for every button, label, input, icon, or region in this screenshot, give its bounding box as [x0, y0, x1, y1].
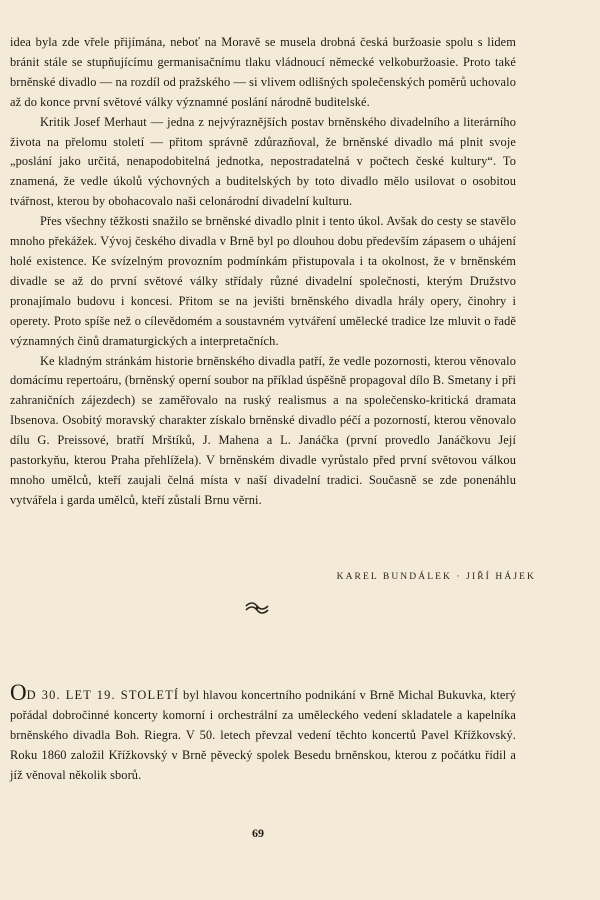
paragraph-4: Ke kladným stránkám historie brněnského divadla patří, že vedle pozornosti, kterou věnovalo domácímu repertoáru, (brněnský operní soubor na příklad úspěšně propagoval dílo B. Smetany i při zahraničních zájezdech) se zaměřovalo na ruský realismus a na společensko-kritická dramata Ibsenova. Osobitý moravský charakter získalo brněnské divadlo péčí a pozorností, kterou věnovalo dílu G. Preissové, bratří Mrštíků, J. Mahena a L. Janáčka (první provedlo Janáčkovu Její pastorkyňu, kterou Praha přehlížela). V brněnském divadle vyrůstalo před první světovou válkou mnoho umělců, kteří zaujali čelná místa v naší divadelní tradici. Současně se zde ponenáhlu vytvářela i garda umělců, kteří zůstali Brnu věrni. [10, 353, 516, 507]
concert-history-text [10, 680, 516, 786]
paragraph-2: Kritik Josef Merhaut — jedna z nejvýraznějších postav brněnského divadelního a literárního života na přelomu století — přitom správně zdůrazňoval, že brněnské divadlo má plnit svoje „poslání jako určitá, nenapodobitelná jednotka, nepostradatelná v počtech české kultury“. To znamená, že vedle úkolů výchovných a buditelských by toto divadlo mělo usilovat o osobitou tvářnost, kterou by obohacovalo naši celonárodní divadelní kulturu. [10, 114, 516, 209]
lead-words: D 30. LET 19. STOLETÍ [26, 688, 180, 702]
drop-cap: O [10, 680, 27, 705]
concert-paragraph-body: byl hlavou koncertního podnikání v Brně Michal Bukuvka, který pořádal dobročinné koncerty komorní i orchestrální za uměleckého vedení skladatele a kapelníka brněnského divadla Boh. Riegra. V 50. letech převzal vedení těchto koncertů Pavel Křížkovský. Roku 1860 založil Křížkovský v Brně pěvecký spolek Besedu brněnskou, kterou z počátku řídil a jíž věnoval několik sborů. [10, 688, 516, 782]
theatre-history-text [10, 33, 516, 511]
paragraph-1: idea byla zde vřele přijímána, neboť na Moravě se musela drobná česká buržoasie spolu s lidem bránit stále se stupňujícímu germanisačnímu tlaku vládnoucí německé velkoburžoasie. Proto také brněnské divadlo — na rozdíl od pražského — si vlivem odlišných společenských poměrů uchovalo až do konce první světové války významné poslání národně buditelské. [10, 35, 516, 109]
author-signature: KAREL BUNDÁLEK · JIŘÍ HÁJEK [336, 572, 536, 582]
concert-paragraph [10, 680, 516, 786]
paragraph-3: Přes všechny těžkosti snažilo se brněnské divadlo plnit i tento úkol. Avšak do cesty se stavělo mnoho překážek. Vývoj českého divadla v Brně byl po dlouhou dobu především zápasem o uhájení holé existence. Ke svízelným provozním podmínkám přistupovala i ta okolnost, že v brněnském divadle se až do první světové války střídaly různé divadelní společnosti, kterým Družstvo pronajímalo budovu i koncesi. Přitom se na jevišti brněnského divadla hrály opery, činohry i operety. Proto spíše než o cílevědomém a soustavném vytváření umělecké tradice lze mluvit o řadě významných činů dramaturgických a interpretačních. [10, 214, 516, 348]
fleuron-icon [244, 600, 270, 616]
page-number: 69 [252, 826, 264, 840]
